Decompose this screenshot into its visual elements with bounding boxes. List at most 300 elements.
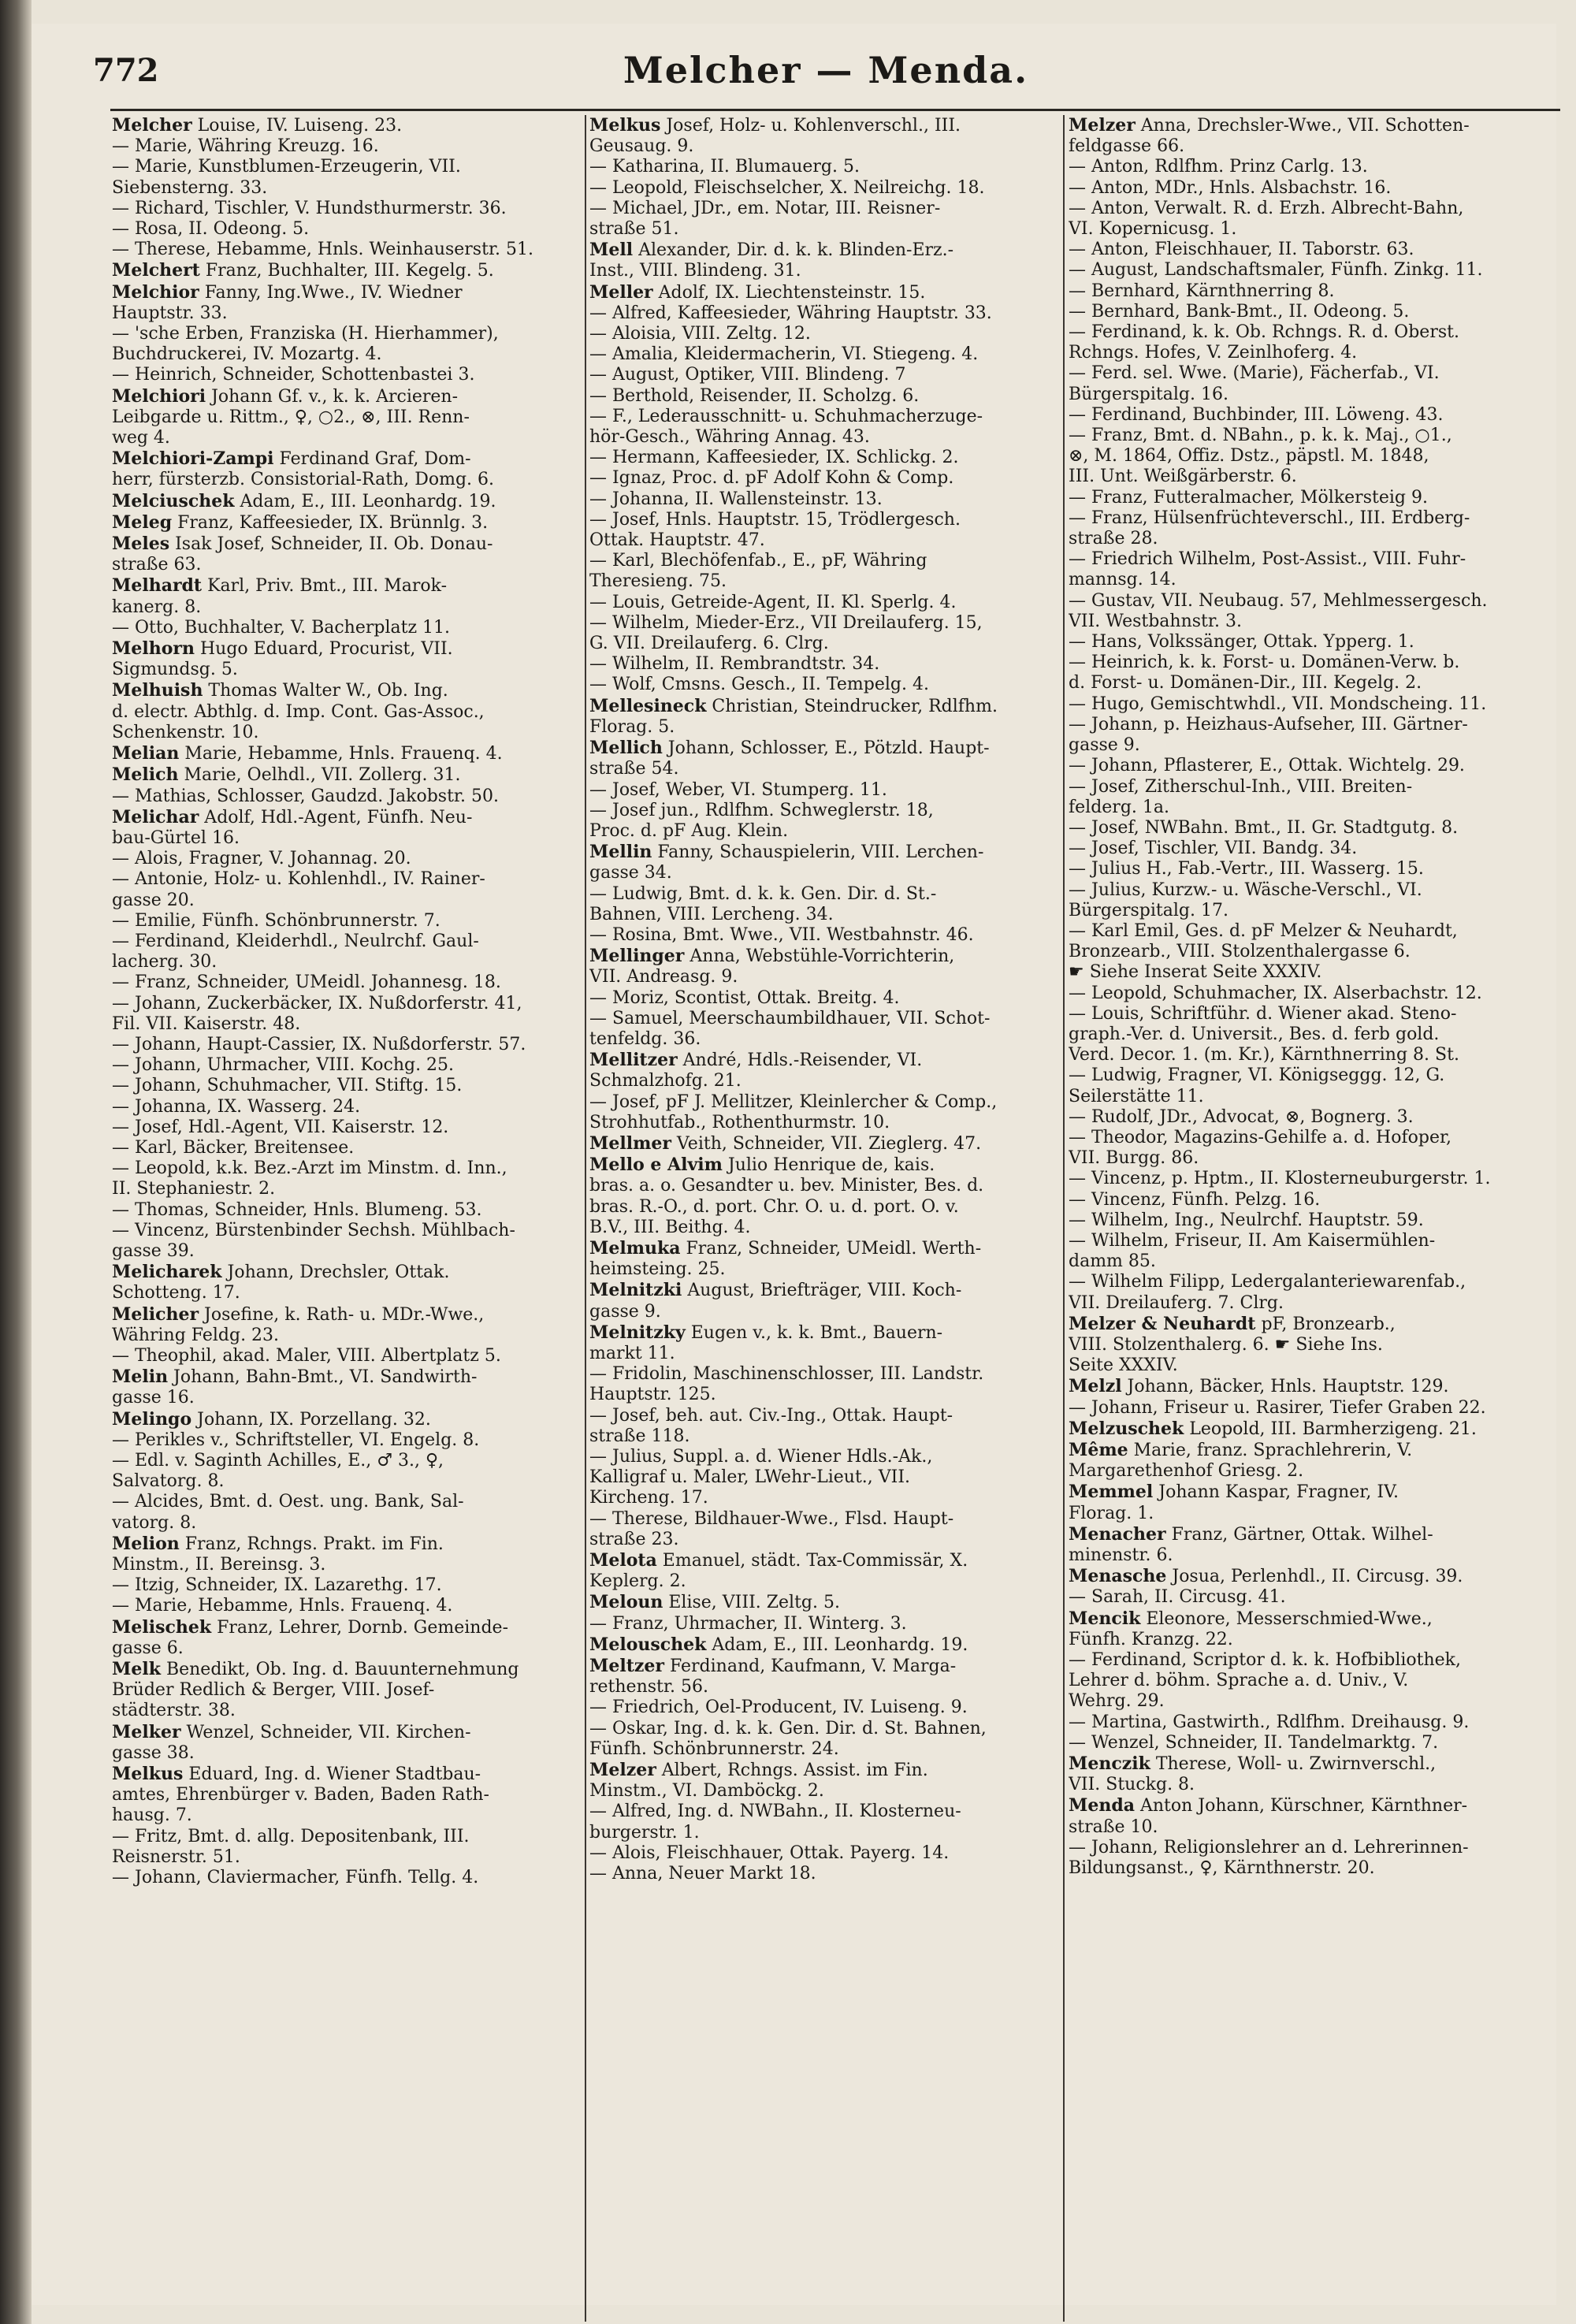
directory-entry-line: — Alcides, Bmt. d. Oest. ung. Bank, Sal- (112, 1492, 464, 1512)
directory-entry-line: — Berthold, Reisender, II. Scholzg. 6. (589, 385, 920, 406)
entry-headword: Meloun (589, 1592, 663, 1613)
entry-headword: Melzer (1069, 115, 1136, 136)
directory-entry-line: — Moriz, Scontist, Ottak. Breitg. 4. (589, 987, 900, 1008)
directory-entry-line: d. Forst- u. Domänen-Dir., III. Kegelg. 2. (1069, 673, 1422, 693)
entry-headword: Melouschek (589, 1634, 707, 1655)
directory-entry-line: Proc. d. pF Aug. Klein. (589, 820, 789, 841)
directory-entry-line: d. electr. Abthlg. d. Imp. Cont. Gas-Assoc., (112, 701, 485, 722)
directory-entry-line: Melkus Eduard, Ing. d. Wiener Stadtbau- (112, 1764, 481, 1785)
directory-entry-line: — Wenzel, Schneider, II. Tandelmarktg. 7. (1069, 1732, 1439, 1753)
directory-entry-line: VII. Dreilauferg. 7. Clrg. (1069, 1292, 1284, 1313)
entry-headword: Même (1069, 1440, 1128, 1460)
directory-entry-line: Melk Benedikt, Ob. Ing. d. Bauunternehmung (112, 1659, 519, 1680)
entry-headword: Melzuschek (1069, 1418, 1184, 1439)
directory-entry-line: Mell Alexander, Dir. d. k. k. Blinden-Erz.- (589, 240, 954, 261)
directory-entry-line: — Johann, Haupt-Cassier, IX. Nußdorferstr. 57. (112, 1034, 526, 1054)
directory-entry-line: — Fritz, Bmt. d. allg. Depositenbank, III. (112, 1826, 470, 1846)
directory-entry-line: Kircheng. 17. (589, 1488, 708, 1508)
directory-entry-line: Melkus Josef, Holz- u. Kohlenverschl., III. (589, 115, 961, 136)
directory-entry-line: — Therese, Bildhauer-Wwe., Flsd. Haupt- (589, 1508, 954, 1529)
directory-entry-line: — Alois, Fleischhauer, Ottak. Payerg. 14. (589, 1842, 950, 1863)
entry-headword: Meles (112, 534, 170, 555)
directory-entry-line: — Josef, Weber, VI. Stumperg. 11. (589, 779, 887, 800)
directory-entry-line: gasse 16. (112, 1388, 195, 1408)
entry-headword: Melnitzki (589, 1280, 682, 1301)
directory-entry-line: — Friedrich, Oel-Producent, IV. Luiseng. 9. (589, 1697, 968, 1718)
directory-entry-line: — Heinrich, k. k. Forst- u. Domänen-Verw. b. (1069, 653, 1460, 673)
directory-entry-line: — Wilhelm, Mieder-Erz., VII Dreilauferg. 15, (589, 612, 983, 633)
directory-entry-line: — Bernhard, Bank-Bmt., II. Odeong. 5. (1069, 301, 1410, 322)
directory-entry-line: — Wilhelm, Ing., Neulrchf. Hauptstr. 59. (1069, 1210, 1424, 1230)
directory-entry-line: — Alois, Fragner, V. Johannag. 20. (112, 849, 411, 869)
column-3 (1069, 115, 1541, 1879)
entry-headword: Mellinger (589, 946, 685, 967)
directory-entry-line: straße 118. (589, 1426, 690, 1446)
directory-entry-line: — Josef, Zitherschul-Inh., VIII. Breiten- (1069, 776, 1413, 797)
directory-entry-line: straße 10. (1069, 1816, 1158, 1837)
directory-entry-line: straße 51. (589, 219, 679, 240)
entry-headword: Melion (112, 1533, 180, 1554)
directory-entry-line: Schenkenstr. 10. (112, 722, 259, 742)
entry-headword: Melkus (112, 1764, 184, 1785)
directory-entry-line: — F., Lederausschnitt- u. Schuhmacherzuge- (589, 406, 983, 426)
column-2 (589, 115, 1062, 1884)
directory-entry-line: — Leopold, Fleischselcher, X. Neilreichg. 18. (589, 177, 985, 198)
directory-entry-line: — Josef, beh. aut. Civ.-Ing., Ottak. Haupt- (589, 1405, 953, 1426)
directory-entry-line: — Ferdinand, Kleiderhdl., Neulrchf. Gaul- (112, 931, 479, 951)
directory-entry-line: — Ignaz, Proc. d. pF Adolf Kohn & Comp. (589, 468, 954, 489)
directory-entry-line: Rchngs. Hofes, V. Zeinlhoferg. 4. (1069, 343, 1358, 363)
directory-entry-line: — Johann, Friseur u. Rasirer, Tiefer Graben 22. (1069, 1397, 1486, 1418)
directory-entry-line: VII. Andreasg. 9. (589, 967, 738, 987)
directory-entry-line: mannsg. 14. (1069, 570, 1176, 590)
directory-entry-line: Fil. VII. Kaiserstr. 48. (112, 1013, 301, 1034)
directory-entry-line: Fünfh. Kranzg. 22. (1069, 1629, 1233, 1649)
directory-entry-line: Strohhutfab., Rothenthurmstr. 10. (589, 1112, 890, 1132)
directory-entry-line: — Antonie, Holz- u. Kohlenhdl., IV. Rainer- (112, 869, 485, 890)
column-divider-2 (1063, 115, 1065, 2322)
directory-entry-line: — Otto, Buchhalter, V. Bacherplatz 11. (112, 617, 451, 638)
directory-entry-line: — 'sche Erben, Franziska (H. Hierhammer), (112, 324, 499, 344)
directory-entry-line: — Louis, Schriftführ. d. Wiener akad. Steno- (1069, 1003, 1457, 1024)
directory-entry-line: — Samuel, Meerschaumbildhauer, VII. Schot- (589, 1008, 991, 1028)
directory-entry-line: Mellitzer André, Hdls.-Reisender, VI. (589, 1050, 923, 1071)
directory-entry-line: feldgasse 66. (1069, 136, 1185, 157)
directory-entry-line: — Wilhelm, II. Rembrandtstr. 34. (589, 654, 880, 675)
directory-entry-line: gasse 34. (589, 863, 672, 883)
directory-entry-line: — Rudolf, JDr., Advocat, ⊗, Bognerg. 3. (1069, 1106, 1414, 1127)
entry-headword: Melchiori (112, 385, 206, 407)
directory-entry-line: — Vincenz, Bürstenbinder Sechsh. Mühlbach- (112, 1220, 515, 1240)
directory-entry-line: damm 85. (1069, 1251, 1156, 1272)
directory-entry-line: Melchiori-Zampi Ferdinand Graf, Dom- (112, 448, 471, 470)
directory-entry-line: Inst., VIII. Blindeng. 31. (589, 261, 801, 281)
directory-entry-line: Melischek Franz, Lehrer, Dornb. Gemeinde- (112, 1616, 509, 1638)
directory-entry-line: gasse 20. (112, 890, 195, 910)
entry-headword: Melhorn (112, 638, 195, 660)
directory-entry-line: — Friedrich Wilhelm, Post-Assist., VIII. Fuhr- (1069, 549, 1466, 570)
directory-entry-line: Bildungsanst., ♀, Kärnthnerstr. 20. (1069, 1858, 1375, 1879)
entry-headword: Melchert (112, 260, 200, 281)
directory-entry-line: Bürgerspitalg. 16. (1069, 384, 1228, 404)
directory-entry-line: Mellich Johann, Schlosser, E., Pötzld. Haupt- (589, 738, 990, 759)
directory-entry-line: lacherg. 30. (112, 952, 217, 972)
directory-entry-line: kanerg. 8. (112, 597, 202, 617)
directory-entry-line: Buchdruckerei, IV. Mozartg. 4. (112, 344, 382, 365)
directory-entry-line: Keplerg. 2. (589, 1571, 686, 1592)
directory-entry-line: — Ludwig, Fragner, VI. Königseggg. 12, G. (1069, 1065, 1445, 1086)
directory-entry-line: Melota Emanuel, städt. Tax-Commissär, X. (589, 1550, 968, 1571)
directory-entry-line: — Theophil, akad. Maler, VIII. Albertplatz 5. (112, 1345, 501, 1366)
directory-entry-line: Bürgerspitalg. 17. (1069, 900, 1228, 920)
entry-headword: Mellitzer (589, 1050, 678, 1071)
entry-headword: Melian (112, 743, 180, 764)
directory-entry-line: B.V., III. Beithg. 4. (589, 1217, 751, 1237)
directory-entry-line: — Alfred, Kaffeesieder, Währing Hauptstr. 33. (589, 303, 992, 323)
directory-entry-line: — Anton, Verwalt. R. d. Erzh. Albrecht-Bahn, (1069, 198, 1464, 218)
directory-entry-line: — Josef, NWBahn. Bmt., II. Gr. Stadtgutg. 8. (1069, 817, 1459, 838)
entry-headword: Mencik (1069, 1608, 1141, 1629)
directory-entry-line: Memmel Johann Kaspar, Fragner, IV. (1069, 1482, 1399, 1503)
entry-headword: Mell (589, 240, 634, 261)
entry-headword: Meltzer (589, 1656, 664, 1677)
directory-entry-line: Melicher Josefine, k. Rath- u. MDr.-Wwe., (112, 1303, 485, 1325)
directory-entry-line: — Hans, Volkssänger, Ottak. Ypperg. 1. (1069, 632, 1414, 653)
directory-entry-line: — Josef, Hnls. Hauptstr. 15, Trödlergesch. (589, 509, 961, 530)
directory-entry-line: — Louis, Getreide-Agent, II. Kl. Sperlg. 4. (589, 592, 957, 612)
directory-entry-line: — Wilhelm Filipp, Ledergalanteriewarenfab., (1069, 1272, 1466, 1292)
directory-entry-line: Meloun Elise, VIII. Zeltg. 5. (589, 1592, 840, 1613)
directory-entry-line: Leibgarde u. Rittm., ♀, ○2., ⊗, III. Renn- (112, 407, 470, 427)
directory-entry-line: — Johann, Pflasterer, E., Ottak. Wichtelg. 29. (1069, 756, 1465, 776)
header-rule (110, 109, 1560, 111)
directory-entry-line: Seite XXXIV. (1069, 1355, 1178, 1376)
directory-entry-line: graph.-Ver. d. Universit., Bes. d. ferb gold. (1069, 1024, 1440, 1044)
directory-entry-line: Melich Marie, Oelhdl., VII. Zollerg. 31. (112, 764, 461, 786)
directory-entry-line: Margarethenhof Griesg. 2. (1069, 1461, 1304, 1482)
directory-entry-line: — Karl, Blechöfenfab., E., pF, Währing (589, 551, 927, 571)
entry-headword: Memmel (1069, 1482, 1154, 1503)
entry-headword: Melingo (112, 1408, 192, 1430)
directory-entry-line: — Ferd. sel. Wwe. (Marie), Fächerfab., VI. (1069, 363, 1440, 384)
directory-entry-line: Bronzearb., VIII. Stolzenthalergasse 6. (1069, 942, 1411, 962)
directory-entry-line: bras. a. o. Gesandter u. bev. Minister, Bes. d. (589, 1176, 984, 1196)
directory-entry-line: Florag. 5. (589, 716, 675, 737)
directory-entry-line: weg 4. (112, 428, 170, 448)
directory-entry-line: Melker Wenzel, Schneider, VII. Kirchen- (112, 1721, 471, 1742)
entry-headword: Melzl (1069, 1376, 1122, 1397)
directory-entry-line: gasse 9. (1069, 735, 1140, 756)
book-spine-shadow (0, 0, 32, 2324)
directory-entry-line: — Bernhard, Kärnthnerring 8. (1069, 281, 1335, 301)
directory-entry-line: Meltzer Ferdinand, Kaufmann, V. Marga- (589, 1656, 957, 1677)
directory-entry-line: — Hugo, Gemischtwhdl., VII. Mondscheing. 11. (1069, 693, 1487, 714)
directory-entry-line: — Ferdinand, k. k. Ob. Rchngs. R. d. Oberst. (1069, 322, 1459, 343)
entry-headword: Melcher (112, 115, 192, 136)
entry-headword: Melnitzky (589, 1322, 686, 1343)
directory-entry-line: Wehrg. 29. (1069, 1691, 1165, 1712)
directory-entry-line: — Aloisia, VIII. Zeltg. 12. (589, 324, 811, 344)
directory-entry-line: gasse 39. (112, 1240, 195, 1261)
directory-entry-line: Melingo Johann, IX. Porzellang. 32. (112, 1408, 431, 1430)
directory-entry-line: ⊗, M. 1864, Offiz. Dstz., päpstl. M. 1848, (1069, 446, 1429, 467)
directory-entry-line: II. Stephaniestr. 2. (112, 1179, 276, 1199)
directory-entry-line: Sigmundsg. 5. (112, 660, 238, 680)
directory-entry-line: Schotteng. 17. (112, 1283, 240, 1303)
page-number: 772 (93, 52, 159, 89)
directory-entry-line: — Marie, Hebamme, Hnls. Frauenq. 4. (112, 1596, 453, 1616)
directory-entry-line: Melion Franz, Rchngs. Prakt. im Fin. (112, 1533, 444, 1554)
entry-headword: Melischek (112, 1616, 212, 1638)
directory-entry-line: — Josef, pF J. Mellitzer, Kleinlercher & Comp., (589, 1091, 998, 1112)
directory-entry-line: Mellinger Anna, Webstühle-Vorrichterin, (589, 946, 955, 967)
directory-entry-line: bras. R.-O., d. port. Chr. O. u. d. port. O. v. (589, 1196, 959, 1217)
entry-headword: Melzer (589, 1760, 656, 1781)
entry-headword: Melin (112, 1367, 169, 1388)
directory-entry-line: Mellesineck Christian, Steindrucker, Rdlfhm. (589, 695, 998, 716)
entry-headword: Melchior (112, 281, 199, 303)
directory-entry-line: straße 54. (589, 759, 679, 779)
directory-entry-line: Melchior Fanny, Ing.Wwe., IV. Wiedner (112, 281, 463, 303)
directory-entry-line: markt 11. (589, 1343, 675, 1363)
directory-entry-line: — Sarah, II. Circusg. 41. (1069, 1587, 1286, 1608)
directory-entry-line: straße 63. (112, 555, 202, 575)
entry-headword: Melich (112, 764, 179, 786)
directory-entry-line: Menda Anton Johann, Kürschner, Kärnthner- (1069, 1795, 1468, 1816)
directory-entry-line: — Ferdinand, Scriptor d. k. k. Hofbibliothek, (1069, 1650, 1462, 1671)
entry-headword: Melhuish (112, 680, 203, 701)
directory-entry-line: — Theodor, Magazins-Gehilfe a. d. Hofoper, (1069, 1127, 1452, 1147)
entry-headword: Melker (112, 1721, 181, 1742)
entry-headword: Melhardt (112, 575, 203, 597)
directory-entry-line: Reisnerstr. 51. (112, 1846, 240, 1867)
directory-entry-line: Même Marie, franz. Sprachlehrerin, V. (1069, 1440, 1413, 1460)
directory-entry-line: Währing Feldg. 23. (112, 1325, 280, 1345)
directory-entry-line: vatorg. 8. (112, 1512, 197, 1533)
directory-entry-line: — Perikles v., Schriftsteller, VI. Engelg. 8. (112, 1430, 480, 1450)
directory-entry-line: Meles Isak Josef, Schneider, II. Ob. Donau- (112, 534, 493, 555)
directory-entry-line: Brüder Redlich & Berger, VIII. Josef- (112, 1680, 435, 1701)
directory-entry-line: herr, fürsterzb. Consistorial-Rath, Domg. 6. (112, 470, 495, 490)
directory-entry-line: — Anton, MDr., Hnls. Alsbachstr. 16. (1069, 177, 1392, 198)
directory-entry-line: Ottak. Hauptstr. 47. (589, 530, 765, 551)
directory-entry-line: Bahnen, VIII. Lercheng. 34. (589, 904, 834, 924)
directory-entry-line: Melzuschek Leopold, III. Barmherzigeng. 21. (1069, 1418, 1477, 1439)
directory-entry-line: gasse 6. (112, 1638, 184, 1658)
directory-entry-line: — Heinrich, Schneider, Schottenbastei 3. (112, 365, 475, 385)
directory-entry-line: — Mathias, Schlosser, Gaudzd. Jakobstr. 50. (112, 786, 500, 806)
directory-entry-line: burgerstr. 1. (589, 1822, 700, 1842)
directory-entry-line: Mencik Eleonore, Messerschmied-Wwe., (1069, 1608, 1433, 1629)
directory-entry-line: hausg. 7. (112, 1805, 192, 1826)
directory-entry-line: — Vincenz, Fünfh. Pelzg. 16. (1069, 1189, 1321, 1210)
directory-entry-line: felderg. 1a. (1069, 797, 1169, 817)
entry-headword: Melmuka (589, 1237, 681, 1259)
directory-entry-line: — Karl Emil, Ges. d. pF Melzer & Neuhardt, (1069, 920, 1458, 941)
directory-entry-line: Menczik Therese, Woll- u. Zwirnverschl., (1069, 1753, 1437, 1775)
directory-entry-line: — Julius, Kurzw.- u. Wäsche-Verschl., VI. (1069, 879, 1422, 900)
directory-entry-line: — Martina, Gastwirth., Rdlfhm. Dreihausg. 9. (1069, 1712, 1470, 1732)
directory-entry-line: rethenstr. 56. (589, 1677, 708, 1697)
directory-entry-line: — Josef jun., Rdlfhm. Schweglerstr. 18, (589, 800, 934, 820)
directory-entry-line: — Rosina, Bmt. Wwe., VII. Westbahnstr. 46. (589, 924, 974, 945)
directory-entry-line: — Josef, Tischler, VII. Bandg. 34. (1069, 838, 1358, 859)
directory-entry-line: Melciuschek Adam, E., III. Leonhardg. 19. (112, 490, 496, 511)
entry-headword: Mellin (589, 842, 652, 863)
directory-entry-line: — Gustav, VII. Neubaug. 57, Mehlmessergesch. (1069, 590, 1488, 611)
directory-entry-line: Melzer Albert, Rchngs. Assist. im Fin. (589, 1760, 928, 1781)
entry-headword: Menczik (1069, 1753, 1150, 1775)
directory-entry-line: — Johanna, II. Wallensteinstr. 13. (589, 489, 883, 509)
directory-entry-line: — Wilhelm, Friseur, II. Am Kaisermühlen- (1069, 1230, 1436, 1251)
directory-entry-line: — Julius H., Fab.-Vertr., III. Wasserg. 15. (1069, 859, 1424, 879)
directory-entry-line: Melchert Franz, Buchhalter, III. Kegelg. 5. (112, 260, 494, 281)
directory-entry-line: — Richard, Tischler, V. Hundsthurmerstr. 36. (112, 198, 507, 218)
directory-entry-line: — Edl. v. Saginth Achilles, E., ♂ 3., ♀, (112, 1451, 444, 1471)
directory-entry-line: Melouschek Adam, E., III. Leonhardg. 19. (589, 1634, 968, 1655)
directory-entry-line: Melnitzki August, Briefträger, VIII. Koch- (589, 1280, 962, 1301)
directory-entry-line: Schmalzhofg. 21. (589, 1071, 742, 1091)
directory-entry-line: — Anton, Rdlfhm. Prinz Carlg. 13. (1069, 157, 1368, 177)
directory-entry-line: — Alfred, Ing. d. NWBahn., II. Klosterneu- (589, 1802, 961, 1822)
directory-entry-line: — Marie, Währing Kreuzg. 16. (112, 136, 379, 157)
directory-entry-line: Florag. 1. (1069, 1503, 1154, 1523)
directory-entry-line: — Johann, Zuckerbäcker, IX. Nußdorferstr. 41, (112, 993, 522, 1013)
entry-headword: Menacher (1069, 1523, 1166, 1545)
directory-entry-line: VII. Stuckg. 8. (1069, 1775, 1195, 1795)
entry-headword: Mellich (589, 738, 663, 759)
entry-headword: Mellmer (589, 1132, 671, 1154)
directory-entry-line: Melzl Johann, Bäcker, Hnls. Hauptstr. 129. (1069, 1376, 1449, 1397)
directory-entry-line: — Josef, Hdl.-Agent, VII. Kaiserstr. 12. (112, 1117, 449, 1137)
entry-headword: Melk (112, 1659, 161, 1680)
directory-entry-line: heimsteing. 25. (589, 1259, 726, 1280)
directory-entry-line: — Franz, Uhrmacher, II. Winterg. 3. (589, 1613, 907, 1634)
directory-entry-line: Melhorn Hugo Eduard, Procurist, VII. (112, 638, 453, 660)
directory-entry-line: — Oskar, Ing. d. k. k. Gen. Dir. d. St. Bahnen, (589, 1718, 987, 1738)
directory-entry-line: — Katharina, II. Blumauerg. 5. (589, 157, 860, 177)
directory-entry-line: — August, Landschaftsmaler, Fünfh. Zinkg. 11. (1069, 260, 1483, 281)
directory-entry-line: Melnitzky Eugen v., k. k. Bmt., Bauern- (589, 1322, 943, 1343)
directory-entry-line: Meller Adolf, IX. Liechtensteinstr. 15. (589, 281, 926, 303)
directory-entry-line: Fünfh. Schönbrunnerstr. 24. (589, 1738, 839, 1759)
directory-entry-line: Melin Johann, Bahn-Bmt., VI. Sandwirth- (112, 1367, 478, 1388)
entry-headword: Melicharek (112, 1262, 222, 1283)
directory-entry-line: — Wolf, Cmsns. Gesch., II. Tempelg. 4. (589, 675, 929, 695)
column-1 (112, 115, 585, 1888)
directory-entry-line: — Amalia, Kleidermacherin, VI. Stiegeng. 4. (589, 344, 979, 365)
directory-entry-line: G. VII. Dreilauferg. 6. Clrg. (589, 634, 829, 654)
directory-entry-line: — Fridolin, Maschinenschlosser, III. Landstr. (589, 1364, 984, 1385)
directory-entry-line: Melchiori Johann Gf. v., k. k. Arcieren- (112, 385, 459, 407)
directory-entry-line: — Johann, Claviermacher, Fünfh. Tellg. 4. (112, 1868, 479, 1888)
directory-entry-line: Meleg Franz, Kaffeesieder, IX. Brünnlg. 3. (112, 511, 489, 533)
directory-entry-line: — Thomas, Schneider, Hnls. Blumeng. 53. (112, 1199, 482, 1220)
entry-headword: Menasche (1069, 1566, 1167, 1587)
directory-entry-line: städterstr. 38. (112, 1701, 236, 1721)
entry-headword: Mellesineck (589, 695, 707, 716)
directory-entry-line: — Franz, Hülsenfrüchteverschl., III. Erdberg- (1069, 508, 1470, 528)
directory-entry-line: — Johann, Schuhmacher, VII. Stiftg. 15. (112, 1076, 463, 1096)
directory-entry-line: Melmuka Franz, Schneider, UMeidl. Werth- (589, 1237, 982, 1259)
directory-entry-line: Menasche Josua, Perlenhdl., II. Circusg. 39. (1069, 1566, 1463, 1587)
directory-entry-line: tenfeldg. 36. (589, 1028, 701, 1049)
directory-entry-line: Salvatorg. 8. (112, 1471, 225, 1492)
page-header (93, 46, 1559, 101)
directory-entry-line: — Hermann, Kaffeesieder, IX. Schlickg. 2. (589, 448, 959, 468)
entry-headword: Melota (589, 1550, 657, 1571)
directory-entry-line: Melicharek Johann, Drechsler, Ottak. (112, 1262, 450, 1283)
directory-entry-line: Siebensterng. 33. (112, 177, 268, 198)
entry-headword: Mello e Alvim (589, 1155, 723, 1176)
entry-headword: Melchiori-Zampi (112, 448, 274, 470)
directory-entry-line: — Johann, Uhrmacher, VIII. Kochg. 25. (112, 1055, 455, 1076)
entry-headword: Melkus (589, 115, 661, 136)
directory-entry-line: III. Unt. Weißgärberstr. 6. (1069, 467, 1297, 487)
directory-entry-line: Hauptstr. 33. (112, 303, 228, 323)
entry-headword: Melciuschek (112, 490, 235, 511)
directory-entry-line: amtes, Ehrenbürger v. Baden, Baden Rath- (112, 1785, 489, 1805)
directory-entry-line: Melian Marie, Hebamme, Hnls. Frauenq. 4. (112, 743, 503, 764)
directory-entry-line: — August, Optiker, VIII. Blindeng. 7 (589, 365, 906, 385)
directory-entry-line: straße 23. (589, 1529, 679, 1549)
directory-entry-line: — Emilie, Fünfh. Schönbrunnerstr. 7. (112, 910, 440, 931)
directory-entry-line: — Anton, Fleischhauer, II. Taborstr. 63. (1069, 240, 1414, 260)
directory-entry-line: Melzer & Neuhardt pF, Bronzearb., (1069, 1313, 1396, 1334)
directory-entry-line: bau-Gürtel 16. (112, 827, 240, 848)
directory-entry-line: Melhuish Thomas Walter W., Ob. Ing. (112, 680, 448, 701)
directory-entry-line: — Michael, JDr., em. Notar, III. Reisner- (589, 198, 941, 218)
directory-entry-line: — Johann, p. Heizhaus-Aufseher, III. Gärtner- (1069, 714, 1468, 734)
directory-entry-line: — Johann, Religionslehrer an d. Lehrerinnen- (1069, 1837, 1469, 1857)
directory-entry-line: Melichar Adolf, Hdl.-Agent, Fünfh. Neu- (112, 806, 473, 827)
entry-headword: Melicher (112, 1303, 199, 1325)
directory-entry-line: — Ludwig, Bmt. d. k. k. Gen. Dir. d. St.- (589, 883, 937, 904)
directory-entry-line: VIII. Stolzenthalerg. 6. ☛ Siehe Ins. (1069, 1334, 1383, 1355)
directory-entry-line: straße 28. (1069, 529, 1158, 549)
directory-entry-line: ☛ Siehe Inserat Seite XXXIV. (1069, 962, 1322, 983)
entry-headword: Meleg (112, 511, 173, 533)
running-head: Melcher — Menda. (623, 49, 1029, 91)
directory-entry-line: — Franz, Futteralmacher, Mölkersteig 9. (1069, 487, 1428, 508)
entry-headword: Menda (1069, 1795, 1135, 1816)
entry-headword: Melichar (112, 806, 199, 827)
directory-entry-line: Mello e Alvim Julio Henrique de, kais. (589, 1155, 935, 1176)
directory-entry-line: — Julius, Suppl. a. d. Wiener Hdls.-Ak., (589, 1447, 933, 1467)
directory-entry-line: gasse 9. (589, 1301, 661, 1322)
directory-entry-line: Verd. Decor. 1. (m. Kr.), Kärnthnerring 8. St. (1069, 1045, 1459, 1065)
directory-entry-line: — Karl, Bäcker, Breitensee. (112, 1137, 355, 1158)
entry-headword: Melzer & Neuhardt (1069, 1313, 1256, 1334)
directory-entry-line: Hauptstr. 125. (589, 1385, 716, 1405)
directory-entry-line: — Leopold, k.k. Bez.-Arzt im Minstm. d. Inn., (112, 1158, 507, 1179)
directory-entry-line: Melcher Louise, IV. Luiseng. 23. (112, 115, 403, 136)
directory-entry-line: — Leopold, Schuhmacher, IX. Alserbachstr. 12. (1069, 983, 1482, 1003)
directory-entry-line: Kalligraf u. Maler, LWehr-Lieut., VII. (589, 1467, 911, 1488)
directory-entry-line: Minstm., VI. Damböckg. 2. (589, 1781, 824, 1802)
directory-entry-line: VII. Burgg. 86. (1069, 1148, 1199, 1169)
directory-entry-line: Melhardt Karl, Priv. Bmt., III. Marok- (112, 575, 448, 597)
directory-entry-line: — Franz, Bmt. d. NBahn., p. k. k. Maj., ○1., (1069, 426, 1452, 446)
directory-entry-line: Melzer Anna, Drechsler-Wwe., VII. Schotten- (1069, 115, 1470, 136)
directory-entry-line: VI. Kopernicusg. 1. (1069, 219, 1237, 240)
directory-entry-line: Seilerstätte 11. (1069, 1086, 1204, 1106)
directory-entry-line: gasse 38. (112, 1742, 195, 1763)
directory-entry-line: hör-Gesch., Währing Annag. 43. (589, 427, 870, 448)
directory-entry-line: Minstm., II. Bereinsg. 3. (112, 1555, 326, 1575)
column-divider-1 (585, 115, 586, 2322)
directory-entry-line: — Franz, Schneider, UMeidl. Johannesg. 18. (112, 972, 501, 993)
